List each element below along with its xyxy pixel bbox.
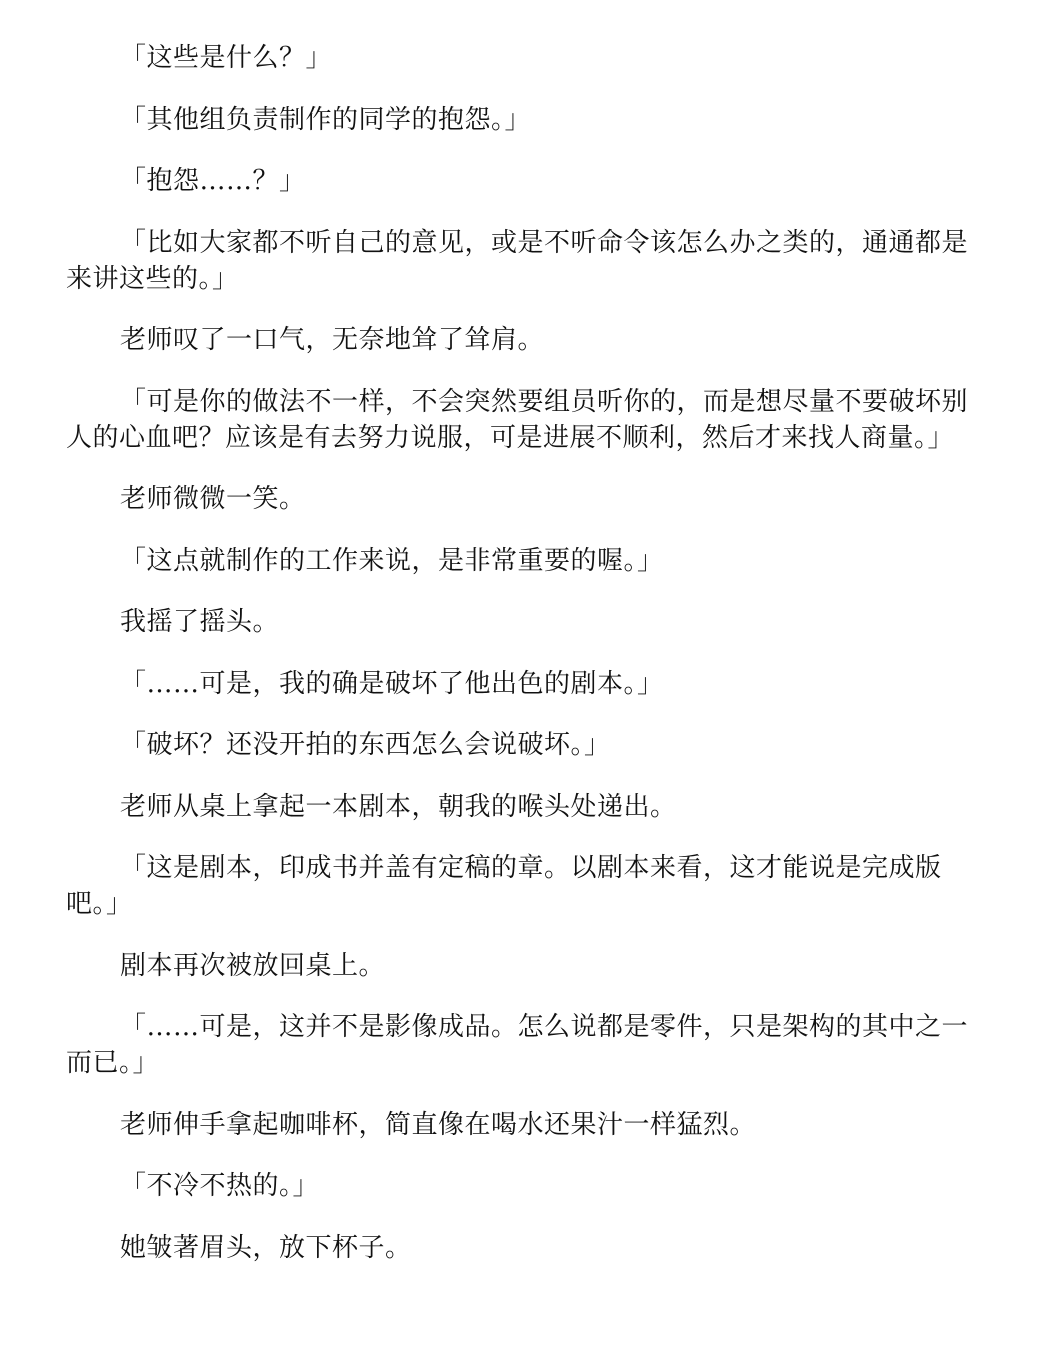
- paragraph: 「可是你的做法不一样，不会突然要组员听你的，而是想尽量不要破坏别人的心血吧？应该是有去努力说服，可是进展不顺利，然后才来找人商量。」: [66, 386, 969, 453]
- paragraph: 「比如大家都不听自己的意见，或是不听命令该怎么办之类的，通通都是来讲这些的。」: [66, 227, 969, 294]
- paragraph: 「破坏？还没开拍的东西怎么会说破坏。」: [120, 730, 611, 760]
- paragraph: 「这是剧本，印成书并盖有定稿的章。以剧本来看，这才能说是完成版吧。」: [66, 853, 942, 919]
- paragraph: 我摇了摇头。: [120, 607, 280, 637]
- paragraph: 「不冷不热的。」: [120, 1171, 320, 1201]
- document-page: [66, 40, 976, 1291]
- paragraph: 老师微微一笑。: [120, 484, 306, 514]
- paragraph: 「抱怨……？」: [120, 166, 306, 196]
- paragraph: 老师叹了一口气，无奈地耸了耸肩。: [120, 325, 545, 355]
- paragraph: 「其他组负责制作的同学的抱怨。」: [120, 104, 532, 135]
- paragraph: 老师伸手拿起咖啡杯，简直像在喝水还果汁一样猛烈。: [120, 1109, 757, 1140]
- paragraph: 剧本再次被放回桌上。: [120, 950, 386, 981]
- paragraph: 「……可是，我的确是破坏了他出色的剧本。」: [120, 668, 664, 699]
- paragraph: 「……可是，这并不是影像成品。怎么说都是零件，只是架构的其中之一而已。」: [66, 1012, 969, 1078]
- paragraph: 「这些是什么？」: [120, 43, 333, 73]
- paragraph: 她皱著眉头，放下杯子。: [120, 1232, 412, 1263]
- paragraph: 老师从桌上拿起一本剧本，朝我的喉头处递出。: [120, 791, 677, 822]
- paragraph: 「这点就制作的工作来说，是非常重要的喔。」: [120, 545, 664, 576]
